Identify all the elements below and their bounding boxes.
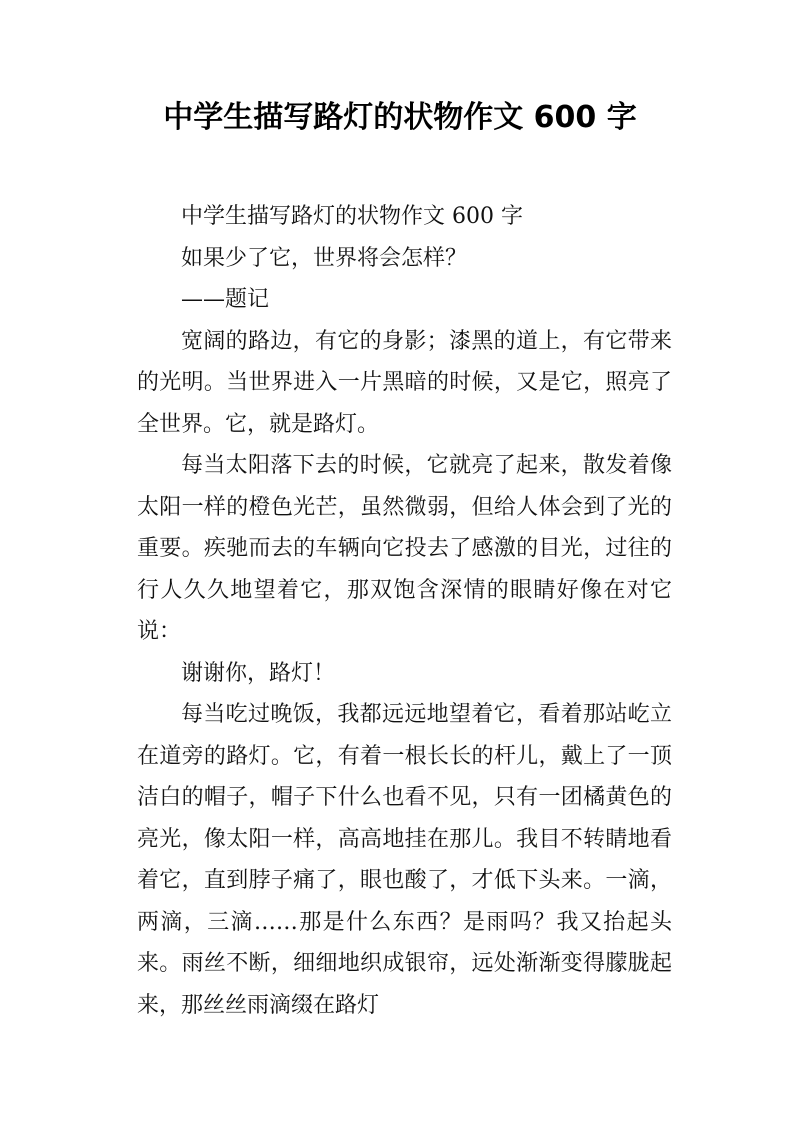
- document-body: [137, 196, 672, 1026]
- paragraph-sunset: 每当太阳落下去的时候，它就亮了起来，散发着像太阳一样的橙色光芒，虽然微弱，但给人体会到了光的重要。疾驰而去的车辆向它投去了感激的目光，过往的行人久久地望着它，那双饱含深情的眼睛好像在对它说：: [137, 453, 672, 644]
- paragraph-evening: 每当吃过晚饭，我都远远地望着它，看着那站屹立在道旁的路灯。它，有着一根长长的杆儿，戴上了一顶洁白的帽子，帽子下什么也看不见，只有一团橘黄色的亮光，像太阳一样，高高地挂在那儿。我目不转睛地看着它，直到脖子痛了，眼也酸了，才低下头来。一滴，两滴，三滴……那是什么东西？是雨吗？我又抬起头来。雨丝不断，细细地织成银帘，远处渐渐变得朦胧起来，那丝丝雨滴缀在路灯: [137, 702, 672, 1018]
- paragraph-thanks: 谢谢你，路灯！: [181, 660, 336, 686]
- paragraph-intro: 宽阔的路边，有它的身影；漆黑的道上，有它带来的光明。当世界进入一片黑暗的时候，又是它，照亮了全世界。它，就是路灯。: [137, 328, 672, 437]
- page-title: 中学生描写路灯的状物作文 600 字: [163, 100, 637, 135]
- paragraph-epigraph: ——题记: [181, 287, 270, 312]
- paragraph-repeated-title: 中学生描写路灯的状物作文 600 字: [181, 204, 523, 229]
- paragraph-question: 如果少了它，世界将会怎样？: [181, 245, 468, 271]
